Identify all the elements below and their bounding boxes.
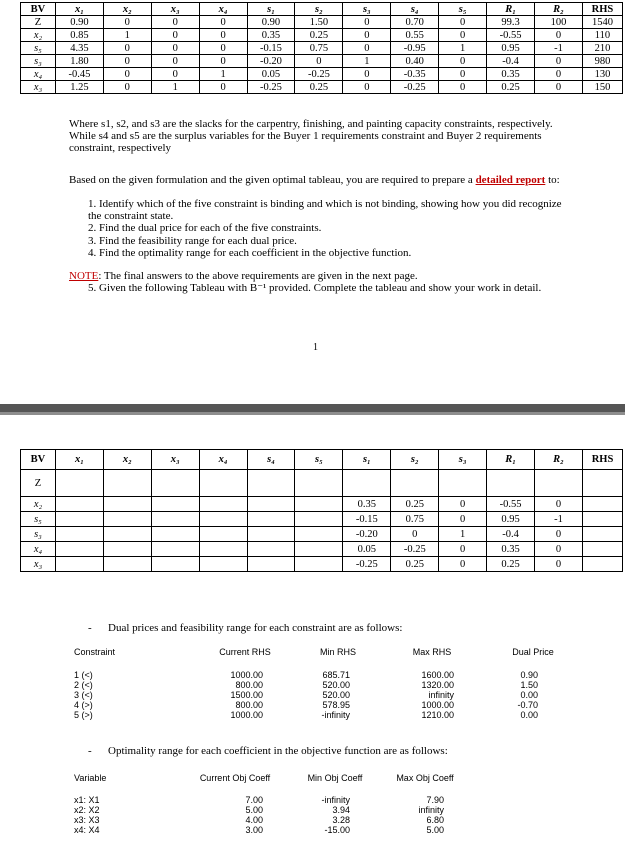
table-cell: -0.70: [517, 700, 538, 710]
requirement-item: 5. Given the following Tableau with B⁻¹ provided. Complete the tableau and show your work in detail.: [88, 282, 542, 294]
table-cell: 685.71: [322, 670, 350, 680]
header-cell: x₂: [103, 450, 151, 470]
table-cell: 210: [582, 42, 622, 55]
header-cell: s₁: [343, 450, 391, 470]
table-cell: 1000.00: [230, 670, 263, 680]
table-cell: -0.95: [391, 42, 439, 55]
table-cell: 578.95: [322, 700, 350, 710]
table-cell: [103, 497, 151, 512]
table-cell: 0: [199, 29, 247, 42]
table-cell: 0.25: [391, 497, 439, 512]
table-row: [21, 42, 623, 55]
optimal-tableau: [20, 2, 623, 94]
table-cell: 0: [199, 81, 247, 94]
table-cell: [103, 512, 151, 527]
opt-heading-text: Optimality range for each coefficient in the objective function are as follows:: [108, 745, 448, 757]
column-header: Min Obj Coeff: [307, 773, 363, 783]
table-cell: 150: [582, 81, 622, 94]
table-cell: 110: [582, 29, 622, 42]
instruction-suffix: to:: [548, 174, 560, 186]
column-header: Max RHS: [412, 647, 452, 657]
header-cell: s₃: [343, 3, 391, 16]
table-cell: [151, 470, 199, 497]
table-cell: 100: [535, 16, 583, 29]
table-cell: [535, 470, 583, 497]
table-cell: -0.45: [55, 68, 103, 81]
table-cell: [55, 470, 103, 497]
basic-variable-cell: x₃: [21, 81, 56, 94]
table-cell: 1: [151, 81, 199, 94]
header-cell: RHS: [582, 3, 622, 16]
table-cell: 3.28: [332, 815, 350, 825]
table-cell: [199, 470, 247, 497]
table-cell: 0.35: [487, 542, 535, 557]
table-cell: x4: X4: [74, 825, 100, 835]
table-cell: 0: [343, 68, 391, 81]
table-cell: -15.00: [324, 825, 350, 835]
header-cell: x₄: [199, 450, 247, 470]
table-cell: 0: [535, 68, 583, 81]
incomplete-tableau: [20, 449, 623, 572]
table-row: [21, 55, 623, 68]
table-cell: 0.90: [520, 670, 538, 680]
table-cell: [295, 470, 343, 497]
table-cell: -0.25: [295, 68, 343, 81]
table-cell: [247, 497, 295, 512]
basic-variable-cell: Z: [21, 16, 56, 29]
table-cell: 0: [103, 68, 151, 81]
table-cell: 800.00: [235, 700, 263, 710]
table-cell: [199, 557, 247, 572]
table-row: [21, 497, 623, 512]
table-cell: 0: [535, 542, 583, 557]
detailed-report-emphasis: detailed report: [475, 174, 546, 186]
table-row: [21, 470, 623, 497]
table-cell: 520.00: [322, 680, 350, 690]
table-cell: [247, 542, 295, 557]
table-cell: 6.80: [426, 815, 444, 825]
table-cell: 1600.00: [421, 670, 454, 680]
table-cell: -0.55: [487, 497, 535, 512]
table-cell: [247, 527, 295, 542]
table-cell: 5.00: [245, 805, 263, 815]
table-cell: 1: [439, 527, 487, 542]
table-cell: 0.25: [295, 81, 343, 94]
table-cell: 1210.00: [421, 710, 454, 720]
table-cell: -infinity: [321, 710, 350, 720]
table-cell: 0: [343, 16, 391, 29]
table-cell: 3.94: [332, 805, 350, 815]
header-cell: s₄: [247, 450, 295, 470]
table-cell: 980: [582, 55, 622, 68]
table-cell: 1000.00: [230, 710, 263, 720]
table-cell: 0: [535, 497, 583, 512]
basic-variable-cell: s₃: [21, 55, 56, 68]
table-cell: 1.50: [295, 16, 343, 29]
requirements-list: [88, 198, 568, 259]
table-cell: 0: [295, 55, 343, 68]
table-cell: 3.00: [245, 825, 263, 835]
header-cell: x₂: [103, 3, 151, 16]
table-cell: [151, 497, 199, 512]
header-cell: x₁: [55, 3, 103, 16]
note-label: NOTE: [69, 270, 99, 282]
column-header: Constraint: [74, 647, 116, 657]
table-cell: 1 (<): [74, 670, 93, 680]
table-cell: 5 (>): [74, 710, 93, 720]
table-cell: [247, 512, 295, 527]
table-cell: 1: [103, 29, 151, 42]
header-cell: x₄: [199, 3, 247, 16]
table-cell: 0.35: [247, 29, 295, 42]
column-header: Current Obj Coeff: [199, 773, 271, 783]
page-separator: [0, 404, 625, 412]
header-cell: R₂: [535, 3, 583, 16]
header-cell: s₅: [439, 3, 487, 16]
requirement-item: 1. Identify which of the five constraint is binding and which is not binding, showing how you did recognize the constraint state.: [88, 198, 562, 223]
table-cell: -0.25: [247, 81, 295, 94]
note-text: : The final answers to the above requirements are given in the next page.: [98, 270, 418, 282]
table-cell: [199, 527, 247, 542]
basic-variable-cell: Z: [21, 470, 56, 497]
table-cell: 0: [535, 29, 583, 42]
instruction-prefix: Based on the given formulation and the given optimal tableau, you are required to prepare a: [69, 174, 473, 186]
basic-variable-cell: x₃: [21, 557, 56, 572]
table-cell: 0: [439, 512, 487, 527]
table-cell: 5.00: [426, 825, 444, 835]
column-header: Min RHS: [319, 647, 356, 657]
table-cell: 1540: [582, 16, 622, 29]
instruction-intro: [69, 174, 569, 186]
table-cell: [582, 512, 622, 527]
table-cell: 0: [199, 55, 247, 68]
table-cell: 0: [151, 68, 199, 81]
table-cell: 3 (<): [74, 690, 93, 700]
table-cell: [103, 557, 151, 572]
basic-variable-cell: s₃: [21, 527, 56, 542]
table-cell: 0.70: [391, 16, 439, 29]
table-cell: 0.90: [55, 16, 103, 29]
table-cell: [582, 542, 622, 557]
table-cell: 0: [439, 497, 487, 512]
table-cell: 1000.00: [421, 700, 454, 710]
table-cell: [103, 470, 151, 497]
table-cell: [295, 557, 343, 572]
basic-variable-cell: s₅: [21, 512, 56, 527]
table-cell: [343, 470, 391, 497]
table-cell: [199, 512, 247, 527]
table-cell: -0.15: [247, 42, 295, 55]
table-cell: infinity: [418, 805, 444, 815]
table-cell: 0: [535, 557, 583, 572]
table-cell: 0: [439, 16, 487, 29]
table-cell: [151, 542, 199, 557]
column-header: Variable: [74, 773, 107, 783]
table-row: [21, 542, 623, 557]
table-cell: 0: [343, 42, 391, 55]
table-cell: 0: [343, 81, 391, 94]
table-cell: 0: [151, 42, 199, 55]
header-cell: RHS: [582, 450, 622, 470]
table-cell: -0.25: [391, 542, 439, 557]
table-cell: 1: [199, 68, 247, 81]
requirement-item: 2. Find the dual price for each of the five constraints.: [88, 222, 322, 235]
table-cell: [582, 527, 622, 542]
table-cell: 0.85: [55, 29, 103, 42]
page-number: 1: [313, 342, 318, 353]
table-cell: 0.00: [520, 710, 538, 720]
basic-variable-cell: x₂: [21, 497, 56, 512]
table-cell: -0.4: [487, 55, 535, 68]
table-cell: 0: [151, 16, 199, 29]
requirement-item: 3. Find the feasibility range for each dual price.: [88, 234, 297, 247]
table-cell: 0.90: [247, 16, 295, 29]
header-cell: BV: [21, 3, 56, 16]
table-cell: 1320.00: [421, 680, 454, 690]
table-cell: x1: X1: [74, 795, 100, 805]
table-cell: 1.50: [520, 680, 538, 690]
table-cell: [247, 557, 295, 572]
table-cell: [295, 512, 343, 527]
table-cell: -0.55: [487, 29, 535, 42]
table-cell: 2 (<): [74, 680, 93, 690]
table-cell: [103, 542, 151, 557]
table-cell: [55, 542, 103, 557]
table-cell: 0: [439, 55, 487, 68]
table-cell: 0.55: [391, 29, 439, 42]
table-cell: infinity: [428, 690, 454, 700]
optimality-section-heading: [88, 745, 448, 757]
table-cell: -0.20: [343, 527, 391, 542]
table-cell: [582, 497, 622, 512]
table-cell: 1: [343, 55, 391, 68]
table-cell: 0: [103, 81, 151, 94]
header-cell: s₄: [391, 3, 439, 16]
table-cell: 0: [103, 16, 151, 29]
bullet: -: [88, 622, 92, 634]
table-cell: -1: [535, 42, 583, 55]
basic-variable-cell: x₂: [21, 29, 56, 42]
column-header: Max Obj Coeff: [396, 773, 454, 783]
table-cell: [55, 512, 103, 527]
table-cell: 0.40: [391, 55, 439, 68]
table-cell: -0.15: [343, 512, 391, 527]
table-cell: [151, 557, 199, 572]
table-cell: 0.25: [295, 29, 343, 42]
table-cell: 99.3: [487, 16, 535, 29]
table-cell: 0.95: [487, 512, 535, 527]
table-cell: 0.25: [487, 557, 535, 572]
table-cell: -infinity: [321, 795, 350, 805]
requirement-item: 4. Find the optimality range for each coefficient in the objective function.: [88, 246, 412, 259]
header-cell: s₂: [295, 3, 343, 16]
header-cell: x₁: [55, 450, 103, 470]
table-cell: 0.25: [391, 557, 439, 572]
basic-variable-cell: s₅: [21, 42, 56, 55]
table-cell: 0: [535, 527, 583, 542]
table-cell: 1: [439, 42, 487, 55]
table-cell: 7.00: [245, 795, 263, 805]
table-cell: [295, 497, 343, 512]
table-cell: 520.00: [322, 690, 350, 700]
table-cell: x3: X3: [74, 815, 100, 825]
table-cell: 0.25: [487, 81, 535, 94]
table-cell: 0.75: [295, 42, 343, 55]
table-cell: -0.35: [391, 68, 439, 81]
table-cell: -0.4: [487, 527, 535, 542]
table-cell: 0: [151, 55, 199, 68]
table-cell: 4.35: [55, 42, 103, 55]
table-cell: 0: [103, 42, 151, 55]
table-cell: 1.80: [55, 55, 103, 68]
table-cell: 0.75: [391, 512, 439, 527]
table-cell: [295, 542, 343, 557]
table-row: [21, 527, 623, 542]
table-row: [21, 81, 623, 94]
table-cell: 0: [199, 42, 247, 55]
column-header: Current RHS: [219, 647, 271, 657]
table-cell: 0.05: [247, 68, 295, 81]
basic-variable-cell: x₄: [21, 68, 56, 81]
header-cell: s₁: [247, 3, 295, 16]
table-cell: 130: [582, 68, 622, 81]
note: [69, 270, 418, 282]
table-cell: [295, 527, 343, 542]
table-cell: -1: [535, 512, 583, 527]
table-cell: 0: [439, 68, 487, 81]
header-cell: R₁: [487, 3, 535, 16]
page-separator-shadow: [0, 412, 625, 415]
header-cell: BV: [21, 450, 56, 470]
header-cell: s₅: [295, 450, 343, 470]
table-cell: [582, 470, 622, 497]
table-cell: [55, 527, 103, 542]
table-cell: [151, 512, 199, 527]
table-row: [21, 557, 623, 572]
bullet: -: [88, 745, 92, 757]
table-cell: -0.20: [247, 55, 295, 68]
table-cell: 800.00: [235, 680, 263, 690]
table-cell: [199, 497, 247, 512]
table-row: [21, 29, 623, 42]
table-cell: 0: [439, 81, 487, 94]
table-cell: 0.00: [520, 690, 538, 700]
column-header: Dual Price: [512, 647, 554, 657]
table-cell: 0: [151, 29, 199, 42]
header-cell: R₂: [535, 450, 583, 470]
table-cell: 0.05: [343, 542, 391, 557]
table-cell: 0: [439, 29, 487, 42]
table-cell: 0: [103, 55, 151, 68]
table-cell: 0: [343, 29, 391, 42]
header-cell: R₁: [487, 450, 535, 470]
table-cell: 0: [439, 542, 487, 557]
table-cell: 1.25: [55, 81, 103, 94]
table-cell: 0.35: [487, 68, 535, 81]
table-cell: -0.25: [391, 81, 439, 94]
table-cell: 4.00: [245, 815, 263, 825]
table-cell: [487, 470, 535, 497]
variable-description: Where s1, s2, and s3 are the slacks for the carpentry, finishing, and painting capacity constraints, respectively. While s4 and s5 are the surplus variables for the Buyer 1 requirements constraint and Buyer 2 requirements constraint, respectively: [69, 118, 553, 155]
basic-variable-cell: x₄: [21, 542, 56, 557]
table-row: [21, 512, 623, 527]
header-cell: s₃: [439, 450, 487, 470]
header-cell: x₃: [151, 450, 199, 470]
table-cell: [103, 527, 151, 542]
table-cell: [582, 557, 622, 572]
table-cell: 1500.00: [230, 690, 263, 700]
table-cell: x2: X2: [74, 805, 100, 815]
table-cell: 7.90: [426, 795, 444, 805]
dual-section-heading: [88, 622, 402, 634]
table-cell: 0: [535, 81, 583, 94]
table-cell: [199, 542, 247, 557]
header-cell: x₃: [151, 3, 199, 16]
table-row: [21, 16, 623, 29]
table-cell: 0: [199, 16, 247, 29]
table-cell: 4 (>): [74, 700, 93, 710]
table-cell: [247, 470, 295, 497]
table-cell: -0.25: [343, 557, 391, 572]
table-row: [21, 68, 623, 81]
table-cell: 0.35: [343, 497, 391, 512]
table-cell: 0: [391, 527, 439, 542]
table-cell: 0: [439, 557, 487, 572]
header-cell: s₂: [391, 450, 439, 470]
dual-heading-text: Dual prices and feasibility range for each constraint are as follows:: [108, 622, 403, 634]
table-cell: [391, 470, 439, 497]
table-cell: 0: [535, 55, 583, 68]
table-cell: [439, 470, 487, 497]
table-cell: 0.95: [487, 42, 535, 55]
table-cell: [55, 497, 103, 512]
table-cell: [151, 527, 199, 542]
table-cell: [55, 557, 103, 572]
